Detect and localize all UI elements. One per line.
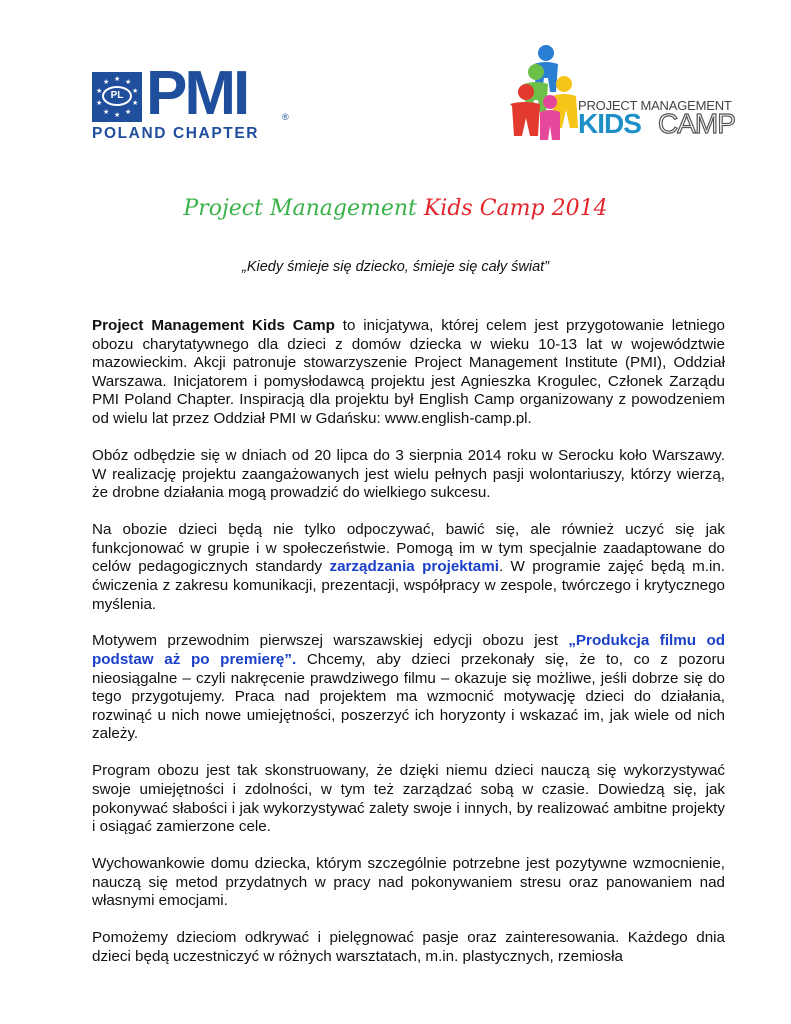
document-body (92, 317, 725, 985)
motto-quote: „Kiedy śmieje się dziecko, śmieje się cały świat” (241, 259, 549, 275)
pmi-chapter-label: POLAND CHAPTER (92, 125, 260, 142)
pmi-poland-chapter-logo (92, 59, 304, 142)
pmi-pl-badge-icon: ★ ★ ★ ★ ★ ★ ★ ★ ★ ★ PL (92, 72, 142, 122)
paragraph-4 (92, 632, 725, 744)
paragraph-3-before: Na obozie dzieci będą nie tylko odpoczywać, bawić się, ale również uczyć się jak funkcjonować w grupie i w społeczeństwie. Pomogą im w tym specjalnie zaadaptowane do celów pedagogicznych standardy (92, 521, 725, 576)
paragraph-4-highlight: „Produkcja filmu od podstaw aż po premierę”. (92, 632, 726, 669)
paragraph-3-after: . W programie zajęć będą m.in. ćwiczenia z zakresu komunikacji, prezentacji, współpracy w zespole, twórczego i krytycznego myślenia. (92, 558, 725, 613)
pmi-registered-mark: ® (282, 112, 289, 122)
kids-camp-logo-line1: PROJECT MANAGEMENT (578, 98, 732, 113)
paragraph-7: Pomożemy dzieciom odkrywać i pielęgnować pasje oraz zainteresowania. Każdego dnia dzieci będą uczestniczyć w różnych warsztatach, m.in. plastycznych, rzemiosła (92, 929, 725, 965)
paragraph-3 (92, 521, 725, 614)
paragraph-1-text: to inicjatywa, której celem jest przygotowanie letniego obozu charytatywnego dla dzieci z domów dziecka w wieku 10-13 lat w województwie mazowieckim. Akcji patronuje stowarzyszenie Project Management Institute (PMI), Oddział Warszawa. Inicjatorem i pomysłodawcą projektu jest Agnieszka Krogulec, Członek Zarządu PMI Poland Chapter. Inspiracją dla projektu był English Camp organizowany z powodzeniem od wielu lat przez Oddział PMI w Gdańsku: www.english-camp.pl. (92, 317, 725, 427)
kids-camp-logo-kids: KIDS (578, 108, 641, 139)
kids-figures-icon (506, 44, 588, 142)
paragraph-2: Obóz odbędzie się w dniach od 20 lipca do 3 sierpnia 2014 roku w Serocku koło Warszawy. W realizację projektu zaangażowanych jest wielu pełnych pasji wolontariuszy, którzy wierzą, że drobne działania mogą prowadzić do wielkiego sukcesu. (92, 446, 725, 502)
pmi-badge-text: PL (102, 86, 132, 106)
paragraph-1 (92, 317, 725, 429)
paragraph-1-lead: Project Management Kids Camp (92, 317, 335, 334)
title-part-green: Project Management (183, 196, 424, 221)
pmi-letters: PMI (146, 59, 248, 128)
kids-camp-logo (506, 44, 735, 142)
paragraph-4-before: Motywem przewodnim pierwszej warszawskiej edycji obozu jest (92, 632, 569, 650)
paragraph-3-highlight: zarządzania projektami (329, 558, 499, 576)
title-part-red: Kids Camp 2014 (423, 196, 608, 221)
paragraph-6: Wychowankowie domu dziecka, którym szczególnie potrzebne jest pozytywne wzmocnienie, nauczą się metod przydatnych w pracy nad pokonywaniem stresu oraz panowaniem nad własnymi emocjami. (92, 855, 725, 910)
document-title (0, 196, 791, 221)
kids-camp-logo-camp: CAMP (658, 108, 735, 139)
paragraph-4-after: Chcemy, aby dzieci przekonały się, że to, co z pozoru nieosiągalne – czyli nakręcenie prawdziwego filmu – okazuje się możliwe, jeśli dobrze się do tego przygotujemy. Praca nad projektem ma wzmocnić motywację dzieci do działania, rozwinąć u nich nowe umiejętności, poszerzyć ich horyzonty i wskazać im, jak wiele od nich zależy. (92, 651, 725, 743)
paragraph-5: Program obozu jest tak skonstruowany, że dzięki niemu dzieci nauczą się wykorzystywać swoje umiejętności i zdolności, w tym też zarządzać sobą w czasie. Dowiedzą się, jak pokonywać słabości i jak wykorzystywać zalety swoje i innych, by realizować ambitne projekty i osiągać zamierzone cele. (92, 762, 725, 836)
